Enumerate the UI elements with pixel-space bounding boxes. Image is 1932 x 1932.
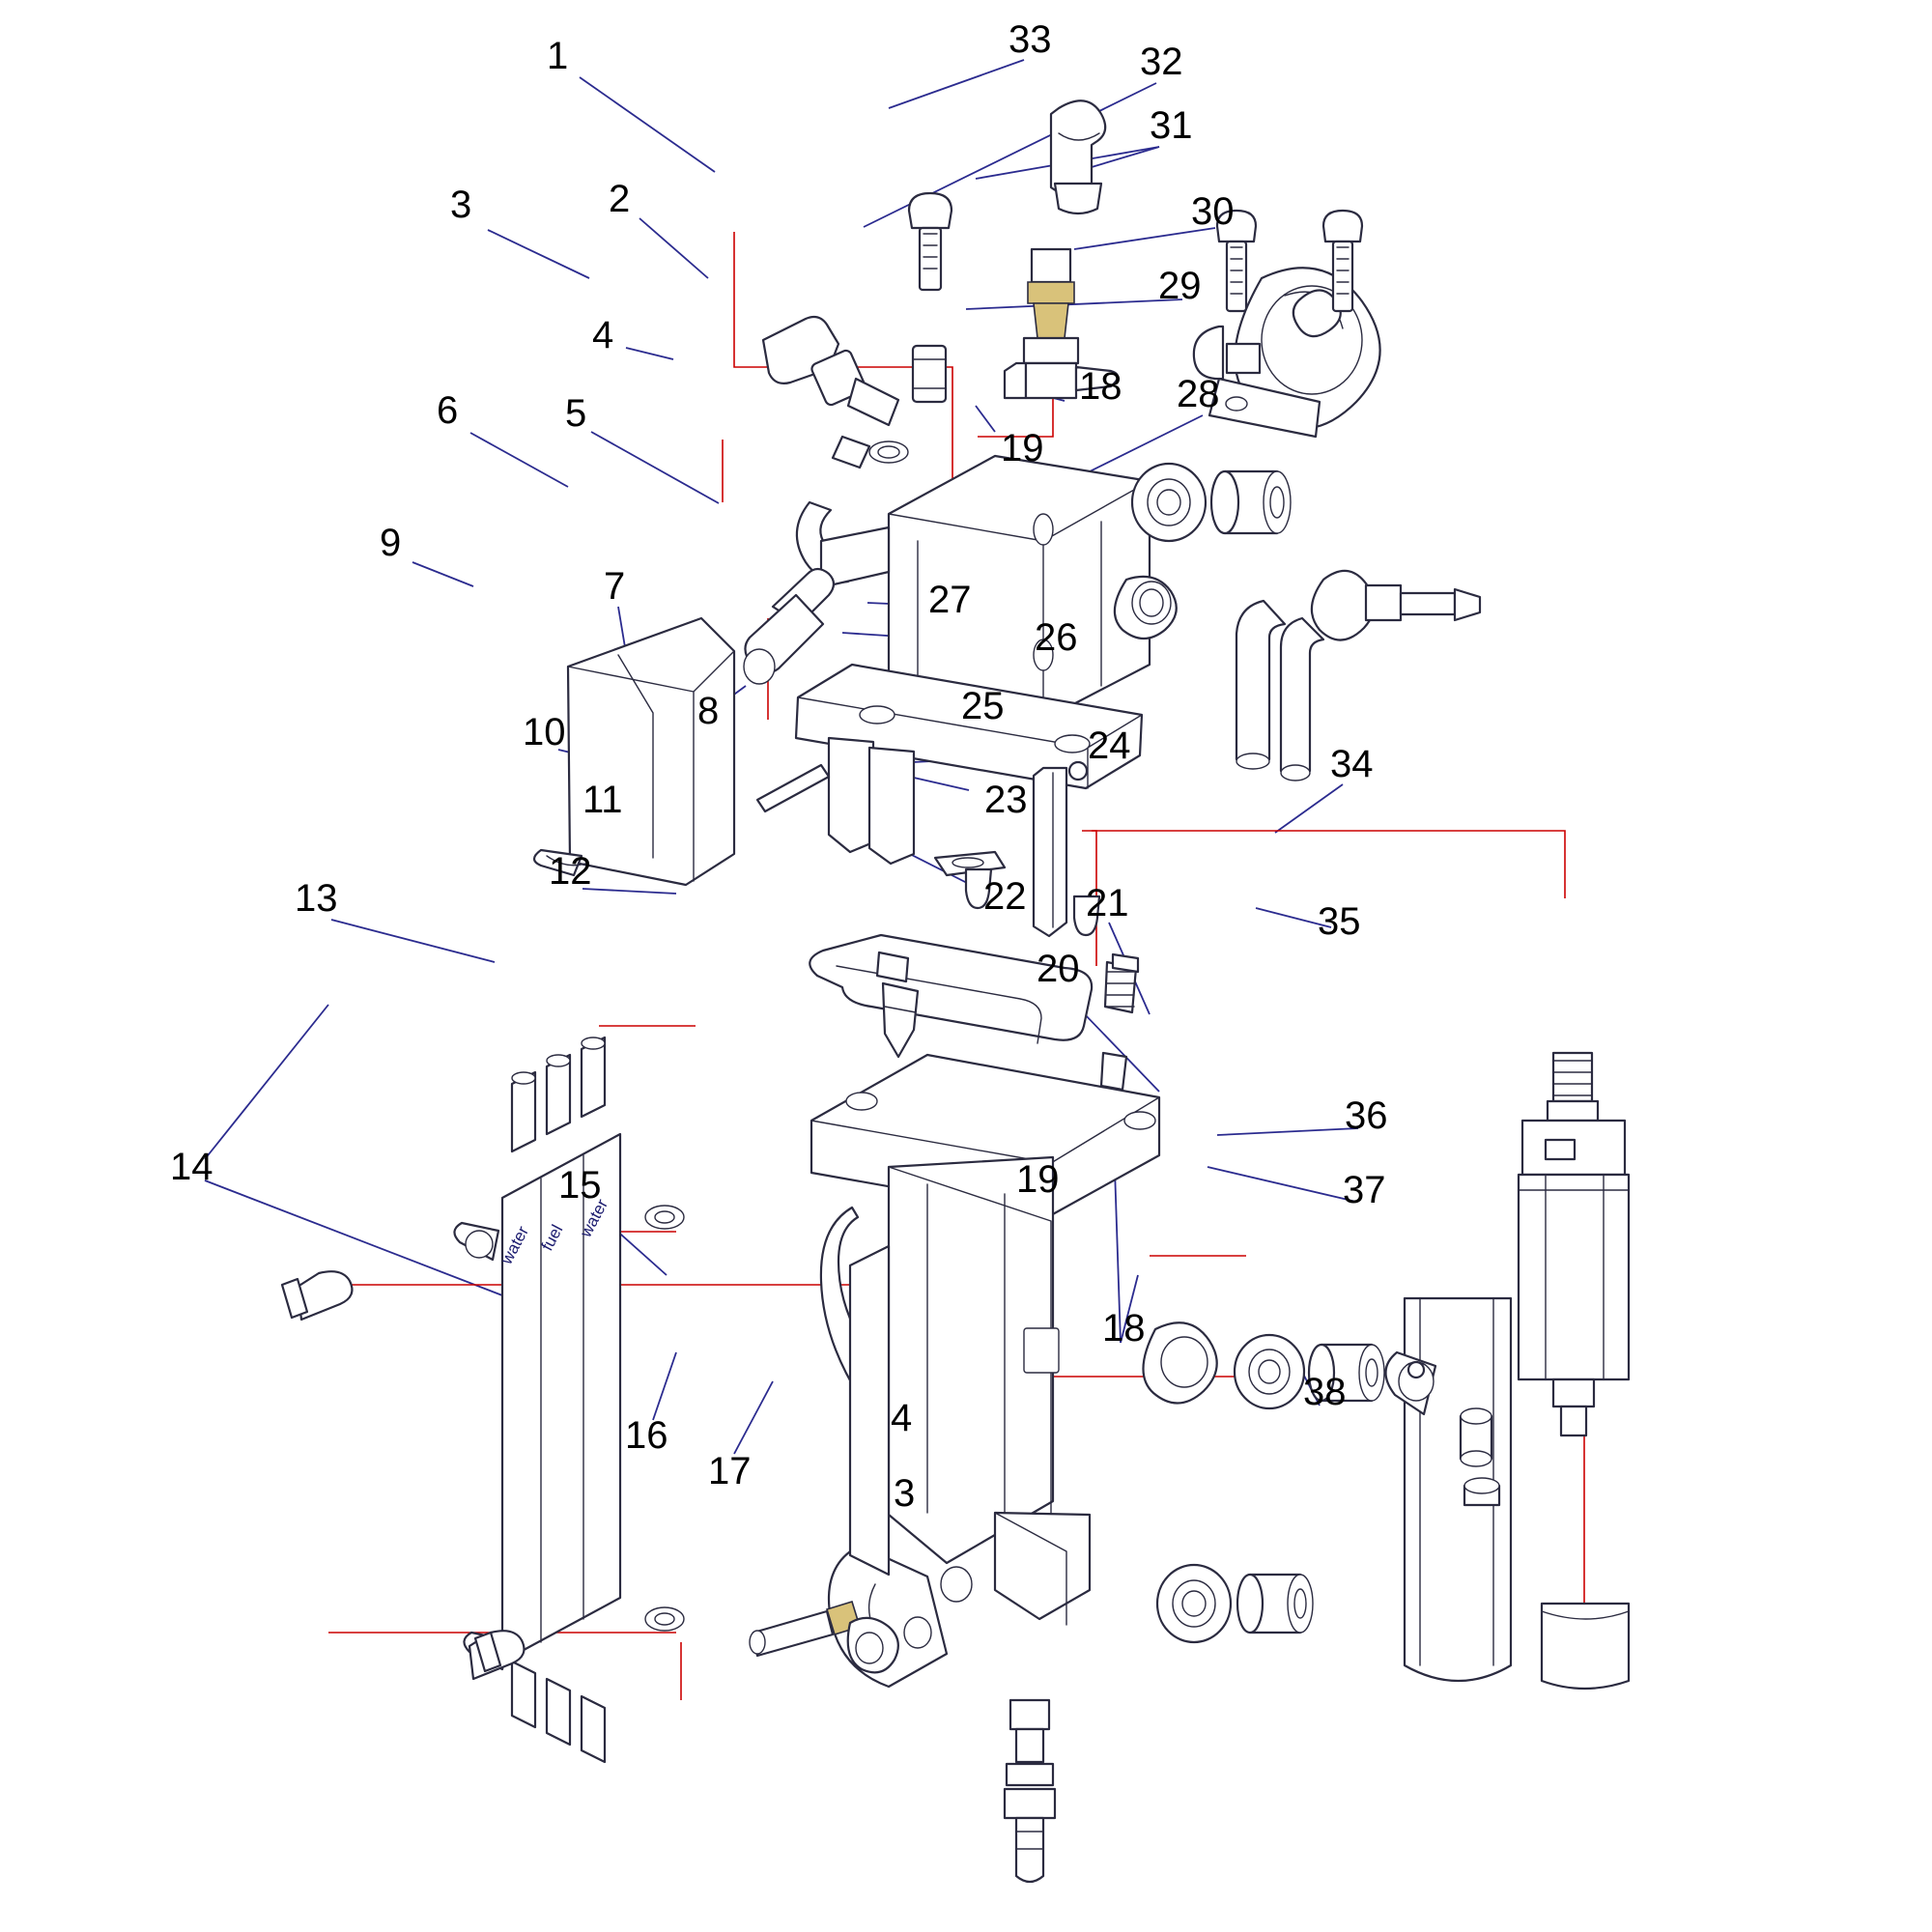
callout-30: 30 [1191,190,1235,233]
callout-20: 20 [1037,948,1080,990]
part-24-grommet [1113,954,1138,972]
callout-14: 14 [170,1146,213,1188]
callout-16: 16 [625,1414,668,1457]
callout-32: 32 [1140,41,1183,83]
callout-22: 22 [983,875,1027,918]
part-7-pin [757,765,829,811]
callout-9: 9 [380,522,402,564]
part-19c-grommet-low [1157,1565,1231,1642]
part-22-plug [1101,1053,1126,1090]
callout-17: 17 [708,1450,752,1492]
callout-27: 27 [928,579,972,621]
part-text-fuel: fuel [537,1221,567,1254]
callout-1: 1 [547,35,569,77]
part-2-plug [913,346,946,402]
part-17-outlet [1010,1700,1049,1762]
callout-8: 8 [697,690,720,732]
part-27-dowel [1069,762,1087,780]
part-18-bushing-upper [1211,471,1291,533]
callout-18: 18 [1079,365,1122,408]
callout-33: 33 [1009,18,1052,61]
callout-35: 35 [1318,900,1361,943]
part-19-grommet-upper [1132,464,1206,541]
part-text-water-1: water [497,1223,533,1267]
callout-2: 2 [609,178,631,220]
filter-ports-top [512,1037,605,1151]
part-26-bracket [1034,768,1066,936]
callout-23: 23 [984,779,1028,821]
part-11-valve [883,983,918,1057]
callout-3-lower: 3 [894,1472,916,1515]
callout-38: 38 [1303,1371,1347,1413]
part-6-elbow-fitting [744,569,834,684]
callout-37: 37 [1343,1169,1386,1211]
callout-34: 34 [1330,743,1374,785]
part-20-dowel [1408,1362,1424,1378]
callout-12: 12 [549,850,592,893]
callout-26: 26 [1035,616,1078,659]
callout-24: 24 [1088,724,1131,767]
callout-21: 21 [1086,882,1129,924]
callout-13: 13 [295,877,338,920]
callout-7: 7 [604,565,626,608]
part-14-screws [282,1271,524,1679]
part-18c-bushing-low [1237,1575,1313,1633]
part-37-clip [1464,1478,1499,1505]
callout-10: 10 [523,711,566,753]
callout-31: 31 [1150,104,1193,147]
part-19b-grommet-mid [1235,1335,1304,1408]
callout-29: 29 [1158,265,1202,307]
part-4b-grommet [1007,1764,1053,1785]
callout-15: 15 [558,1164,602,1207]
filter-ports-bottom [512,1662,605,1762]
part-3b-connector [1005,1789,1055,1882]
callout-19-lower: 19 [1016,1158,1060,1201]
part-4-grommet [833,437,869,468]
part-38-sleeve [1542,1604,1629,1689]
part-36-clip [1461,1408,1492,1466]
callout-28: 28 [1177,373,1220,415]
callout-25: 25 [961,685,1005,727]
callout-6: 6 [437,389,459,432]
part-34-pump-top [1548,1053,1598,1121]
callout-4: 4 [592,314,614,356]
callout-36: 36 [1345,1094,1388,1137]
part-35-pump-body [1519,1121,1629,1435]
callout-4-lower: 4 [891,1397,913,1439]
part-12-lower-housing [811,1055,1217,1687]
part-1-screw [909,193,952,290]
part-3-connector [763,317,908,463]
callout-11: 11 [582,779,623,821]
callout-5: 5 [565,392,587,435]
callout-3: 3 [450,184,472,226]
part-text-water-2: water [576,1196,612,1240]
callout-19: 19 [1001,427,1044,469]
callout-18-lower: 18 [1102,1307,1146,1350]
